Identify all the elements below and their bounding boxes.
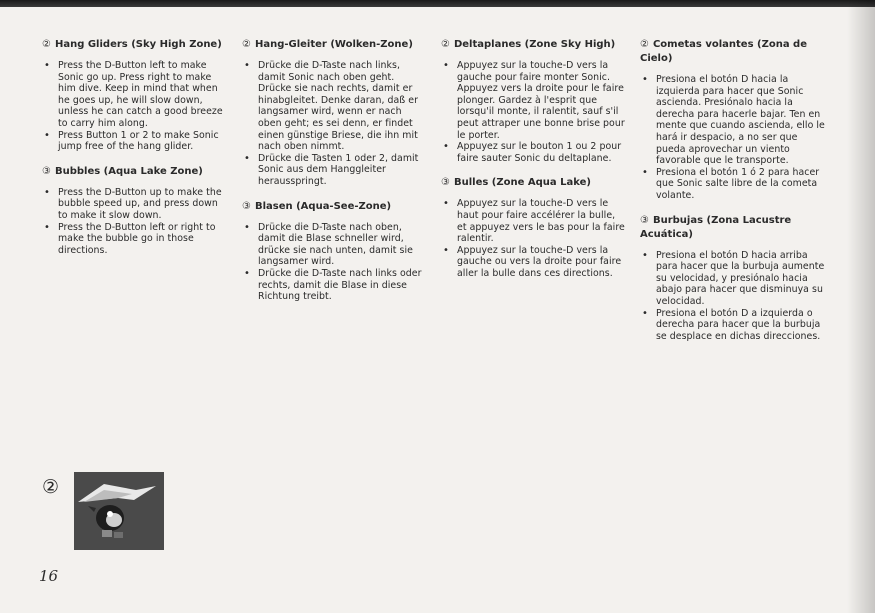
bullet-item: • Press the D-Button left to make Sonic go up. Press right to make him dive. Keep in mind that when he goes up, he will slow down, unless he can catch a good breeze to carry him along. [42, 60, 230, 130]
section-heading [441, 176, 626, 190]
section-heading [242, 200, 427, 214]
section-number: ③ [640, 214, 649, 226]
game-screenshot-image [74, 472, 164, 550]
column-spanish [640, 38, 827, 354]
section-title: Bubbles (Aqua Lake Zone) [54, 165, 203, 177]
section-number: ③ [441, 177, 450, 189]
sonic-hang-glider-illustration [74, 472, 164, 550]
section-heading [441, 38, 626, 52]
bullet-item: • Drücke die D-Taste nach oben, damit die Blase schneller wird, drücke sie nach unten, damit sie langsamer wird. [242, 222, 427, 268]
section-number: ③ [42, 165, 51, 177]
bullet-item: • Drücke die D-Taste nach links oder rechts, damit die Blase in diese Richtung treibt. [242, 268, 427, 303]
section-title: Deltaplanes (Zone Sky High) [453, 39, 616, 50]
section-heading [640, 214, 827, 242]
column-english [42, 38, 230, 268]
page-number: 16 [39, 567, 59, 585]
section-title: Blasen (Aqua-See-Zone) [254, 200, 392, 212]
bullet-item: • Drücke die D-Taste nach links, damit Sonic nach oben geht. Drücke sie nach rechts, damit er hinabgleitet. Denke daran, daß er langsamer wird, wenn er nach oben geht; es sei denn, er findet einen günstige Briese, die ihn mit nach oben nimmt. [242, 60, 427, 153]
section-number: ② [42, 39, 51, 50]
column-german [242, 38, 427, 315]
section-heading [42, 38, 230, 52]
bullet-list [242, 60, 427, 188]
bullet-list [42, 187, 230, 257]
bullet-item: • Drücke die Tasten 1 oder 2, damit Sonic aus dem Hanggleiter herausspringt. [242, 153, 427, 188]
section-title: Cometas volantes (Zona de Cielo) [640, 39, 808, 64]
bullet-list [42, 60, 230, 153]
section-number: ② [441, 39, 450, 50]
bullet-list [640, 74, 827, 202]
bullet-item: • Presiona el botón D hacia arriba para hacer que la burbuja aumente su velocidad, y presiónalo hacia abajo para hacer que disminuya su velocidad. [640, 250, 827, 308]
section-title: Bulles (Zone Aqua Lake) [453, 177, 591, 189]
bullet-list [242, 222, 427, 303]
bullet-item: • Appuyez sur la touche-D vers la gauche ou vers la droite pour faire aller la bulle dans ces directions. [441, 245, 626, 280]
section-heading [242, 38, 427, 52]
section-heading [640, 38, 827, 66]
bullet-item: • Appuyez sur la touche-D vers la gauche pour faire monter Sonic. Appuyez vers la droite pour le faire plonger. Gardez à l'esprit que lorsqu'il monte, il ralentit, sauf s'il peut attraper une bonne brise pour le porter. [441, 60, 626, 141]
section-number: ② [242, 39, 251, 50]
bullet-list [441, 60, 626, 164]
bullet-item: • Press Button 1 or 2 to make Sonic jump free of the hang glider. [42, 130, 230, 153]
bullet-item: • Presiona el botón D a izquierda o derecha para hacer que la burbuja se desplace en dichas direcciones. [640, 308, 827, 343]
figure-number: ② [42, 476, 60, 498]
bullet-item: • Appuyez sur la touche-D vers le haut pour faire accélérer la bulle, et appuyez vers le bas pour la faire ralentir. [441, 198, 626, 244]
top-edge-bar [0, 0, 875, 7]
bullet-item: • Press the D-Button left or right to make the bubble go in those directions. [42, 222, 230, 257]
section-number: ② [640, 39, 649, 50]
bullet-item: • Press the D-Button up to make the bubble speed up, and press down to make it slow down. [42, 187, 230, 222]
bullet-list [441, 198, 626, 279]
section-title: Hang Gliders (Sky High Zone) [54, 39, 222, 50]
bullet-list [640, 250, 827, 343]
page-gutter-shadow [847, 0, 875, 613]
section-title: Burbujas (Zona Lacustre Acuática) [640, 214, 792, 240]
bullet-item: • Presiona el botón 1 ó 2 para hacer que Sonic salte libre de la cometa volante. [640, 167, 827, 202]
section-heading [42, 165, 230, 179]
section-number: ③ [242, 200, 251, 212]
section-title: Hang-Gleiter (Wolken-Zone) [254, 39, 413, 50]
bullet-item: • Appuyez sur le bouton 1 ou 2 pour faire sauter Sonic du deltaplane. [441, 141, 626, 164]
bullet-item: • Presiona el botón D hacia la izquierda para hacer que Sonic ascienda. Presiónalo hacia la derecha para hacerle bajar. Ten en mente que cuando ascienda, ello le hará ir despacio, a no ser que pueda aprovechar un viento favorable que le transporte. [640, 74, 827, 167]
column-french [441, 38, 626, 292]
